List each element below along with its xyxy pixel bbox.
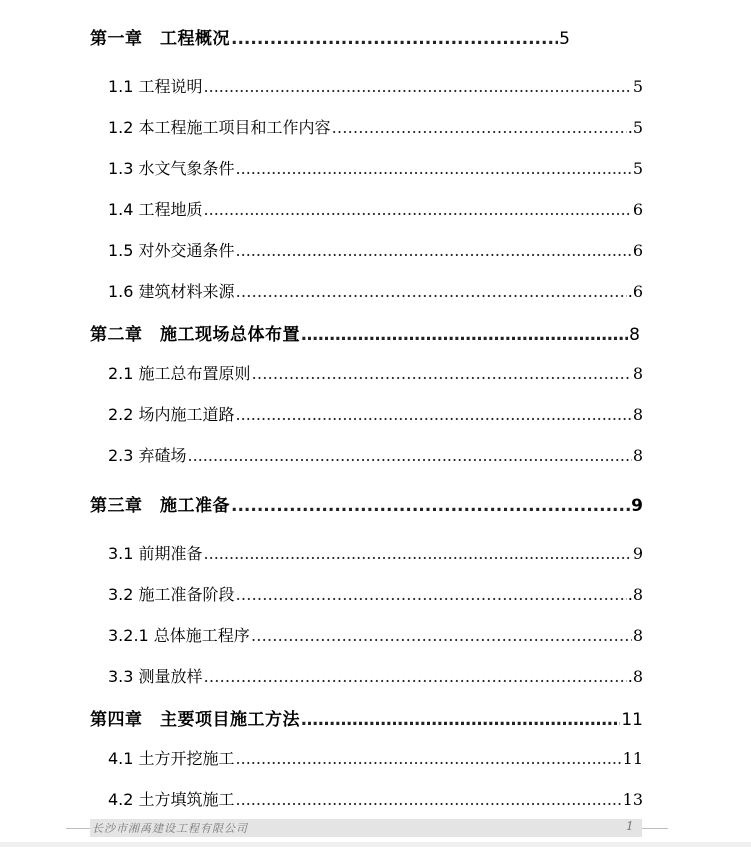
toc-section-4-1[interactable] xyxy=(108,746,643,769)
toc-leader-dots xyxy=(236,790,622,809)
toc-leader-dots xyxy=(236,282,627,301)
toc-section-3-2[interactable] xyxy=(108,582,643,605)
toc-entry-label: 2.1 施工总布置原则 xyxy=(108,364,251,383)
page-bottom-edge xyxy=(0,842,751,847)
toc-entry-page: .6 xyxy=(627,282,643,301)
toc-section-3-2-1[interactable] xyxy=(108,623,643,646)
toc-chapter-3[interactable] xyxy=(90,491,643,516)
toc-leader-dots xyxy=(204,200,632,219)
toc-leader-dots xyxy=(332,118,627,137)
toc-leader-dots xyxy=(236,159,632,178)
toc-section-1-1[interactable] xyxy=(108,74,643,97)
toc-entry-page: 13 xyxy=(622,790,643,809)
toc-entry-label: 1.3 水文气象条件 xyxy=(108,159,235,178)
toc-leader-dots xyxy=(204,667,627,686)
toc-entry-label: 第二章 施工现场总体布置 xyxy=(90,325,300,345)
toc-entry-label: 1.4 工程地质 xyxy=(108,200,203,219)
toc-entry-label: 1.2 本工程施工项目和工作内容 xyxy=(108,118,331,137)
footer-rule-right xyxy=(642,828,668,829)
toc-chapter-4[interactable] xyxy=(90,705,643,730)
toc-entry-label: 第四章 主要项目施工方法 xyxy=(90,710,300,730)
toc-entry-page: 11 xyxy=(622,749,643,768)
toc-entry-page: .8 xyxy=(627,585,643,604)
toc-section-3-1[interactable] xyxy=(108,541,643,564)
footer-company-name: 长沙市湘禹建设工程有限公司 xyxy=(92,822,248,835)
footer-rule-left xyxy=(66,828,90,829)
toc-entry-page: 6 xyxy=(632,200,643,219)
toc-entry-page: 5 xyxy=(559,29,570,49)
toc-entry-label: 4.1 土方开挖施工 xyxy=(108,749,235,768)
toc-entry-page: 9 xyxy=(632,544,643,563)
toc-entry-label: 3.3 测量放样 xyxy=(108,667,203,686)
toc-section-3-3[interactable] xyxy=(108,664,643,687)
toc-leader-dots xyxy=(301,325,628,345)
toc-section-1-3[interactable] xyxy=(108,156,643,179)
toc-section-1-4[interactable] xyxy=(108,197,643,220)
toc-entry-label: 3.2.1 总体施工程序 xyxy=(108,626,250,645)
toc-section-2-1[interactable] xyxy=(108,361,643,384)
toc-entry-label: 3.1 前期准备 xyxy=(108,544,203,563)
toc-section-1-5[interactable] xyxy=(108,238,643,261)
toc-section-1-6[interactable] xyxy=(108,279,643,302)
toc-entry-page: 6 xyxy=(632,241,643,260)
toc-entry-page: .5 xyxy=(627,118,643,137)
toc-leader-dots xyxy=(231,29,558,49)
toc-leader-dots xyxy=(301,710,620,730)
toc-entry-label: 1.5 对外交通条件 xyxy=(108,241,235,260)
toc-entry-page: 9 xyxy=(631,496,643,516)
toc-chapter-1[interactable] xyxy=(90,24,570,49)
toc-section-1-2[interactable] xyxy=(108,115,643,138)
toc-section-4-2[interactable] xyxy=(108,787,643,810)
toc-leader-dots xyxy=(251,626,632,645)
toc-entry-page: 8 xyxy=(632,626,643,645)
toc-entry-page: 5 xyxy=(632,77,643,96)
toc-entry-label: 1.6 建筑材料来源 xyxy=(108,282,235,301)
toc-leader-dots xyxy=(236,405,632,424)
toc-entry-label: 4.2 土方填筑施工 xyxy=(108,790,235,809)
toc-leader-dots xyxy=(252,364,632,383)
toc-leader-dots xyxy=(236,585,627,604)
toc-section-2-3[interactable] xyxy=(108,443,643,466)
toc-leader-dots xyxy=(236,749,622,768)
toc-entry-label: 第一章 工程概况 xyxy=(90,29,230,49)
toc-entry-label: 2.3 弃碴场 xyxy=(108,446,187,465)
toc-leader-dots xyxy=(204,77,632,96)
toc-entry-label: 第三章 施工准备 xyxy=(90,496,230,516)
toc-chapter-2[interactable] xyxy=(90,320,640,345)
toc-entry-page: 8 xyxy=(632,446,643,465)
toc-entry-label: 3.2 施工准备阶段 xyxy=(108,585,235,604)
toc-entry-page: 8 xyxy=(629,325,640,345)
toc-section-2-2[interactable] xyxy=(108,402,643,425)
toc-leader-dots xyxy=(188,446,632,465)
toc-entry-page: 11 xyxy=(621,710,643,730)
toc-entry-page: 8 xyxy=(632,364,643,383)
toc-entry-page: 8 xyxy=(632,405,643,424)
toc-entry-page: .8 xyxy=(627,667,643,686)
toc-entry-label: 2.2 场内施工道路 xyxy=(108,405,235,424)
toc-leader-dots xyxy=(236,241,632,260)
toc-entry-page: 5 xyxy=(632,159,643,178)
toc-entry-label: 1.1 工程说明 xyxy=(108,77,203,96)
footer-page-number: 1 xyxy=(626,819,634,833)
toc-leader-dots xyxy=(231,496,630,516)
toc-leader-dots xyxy=(204,544,632,563)
